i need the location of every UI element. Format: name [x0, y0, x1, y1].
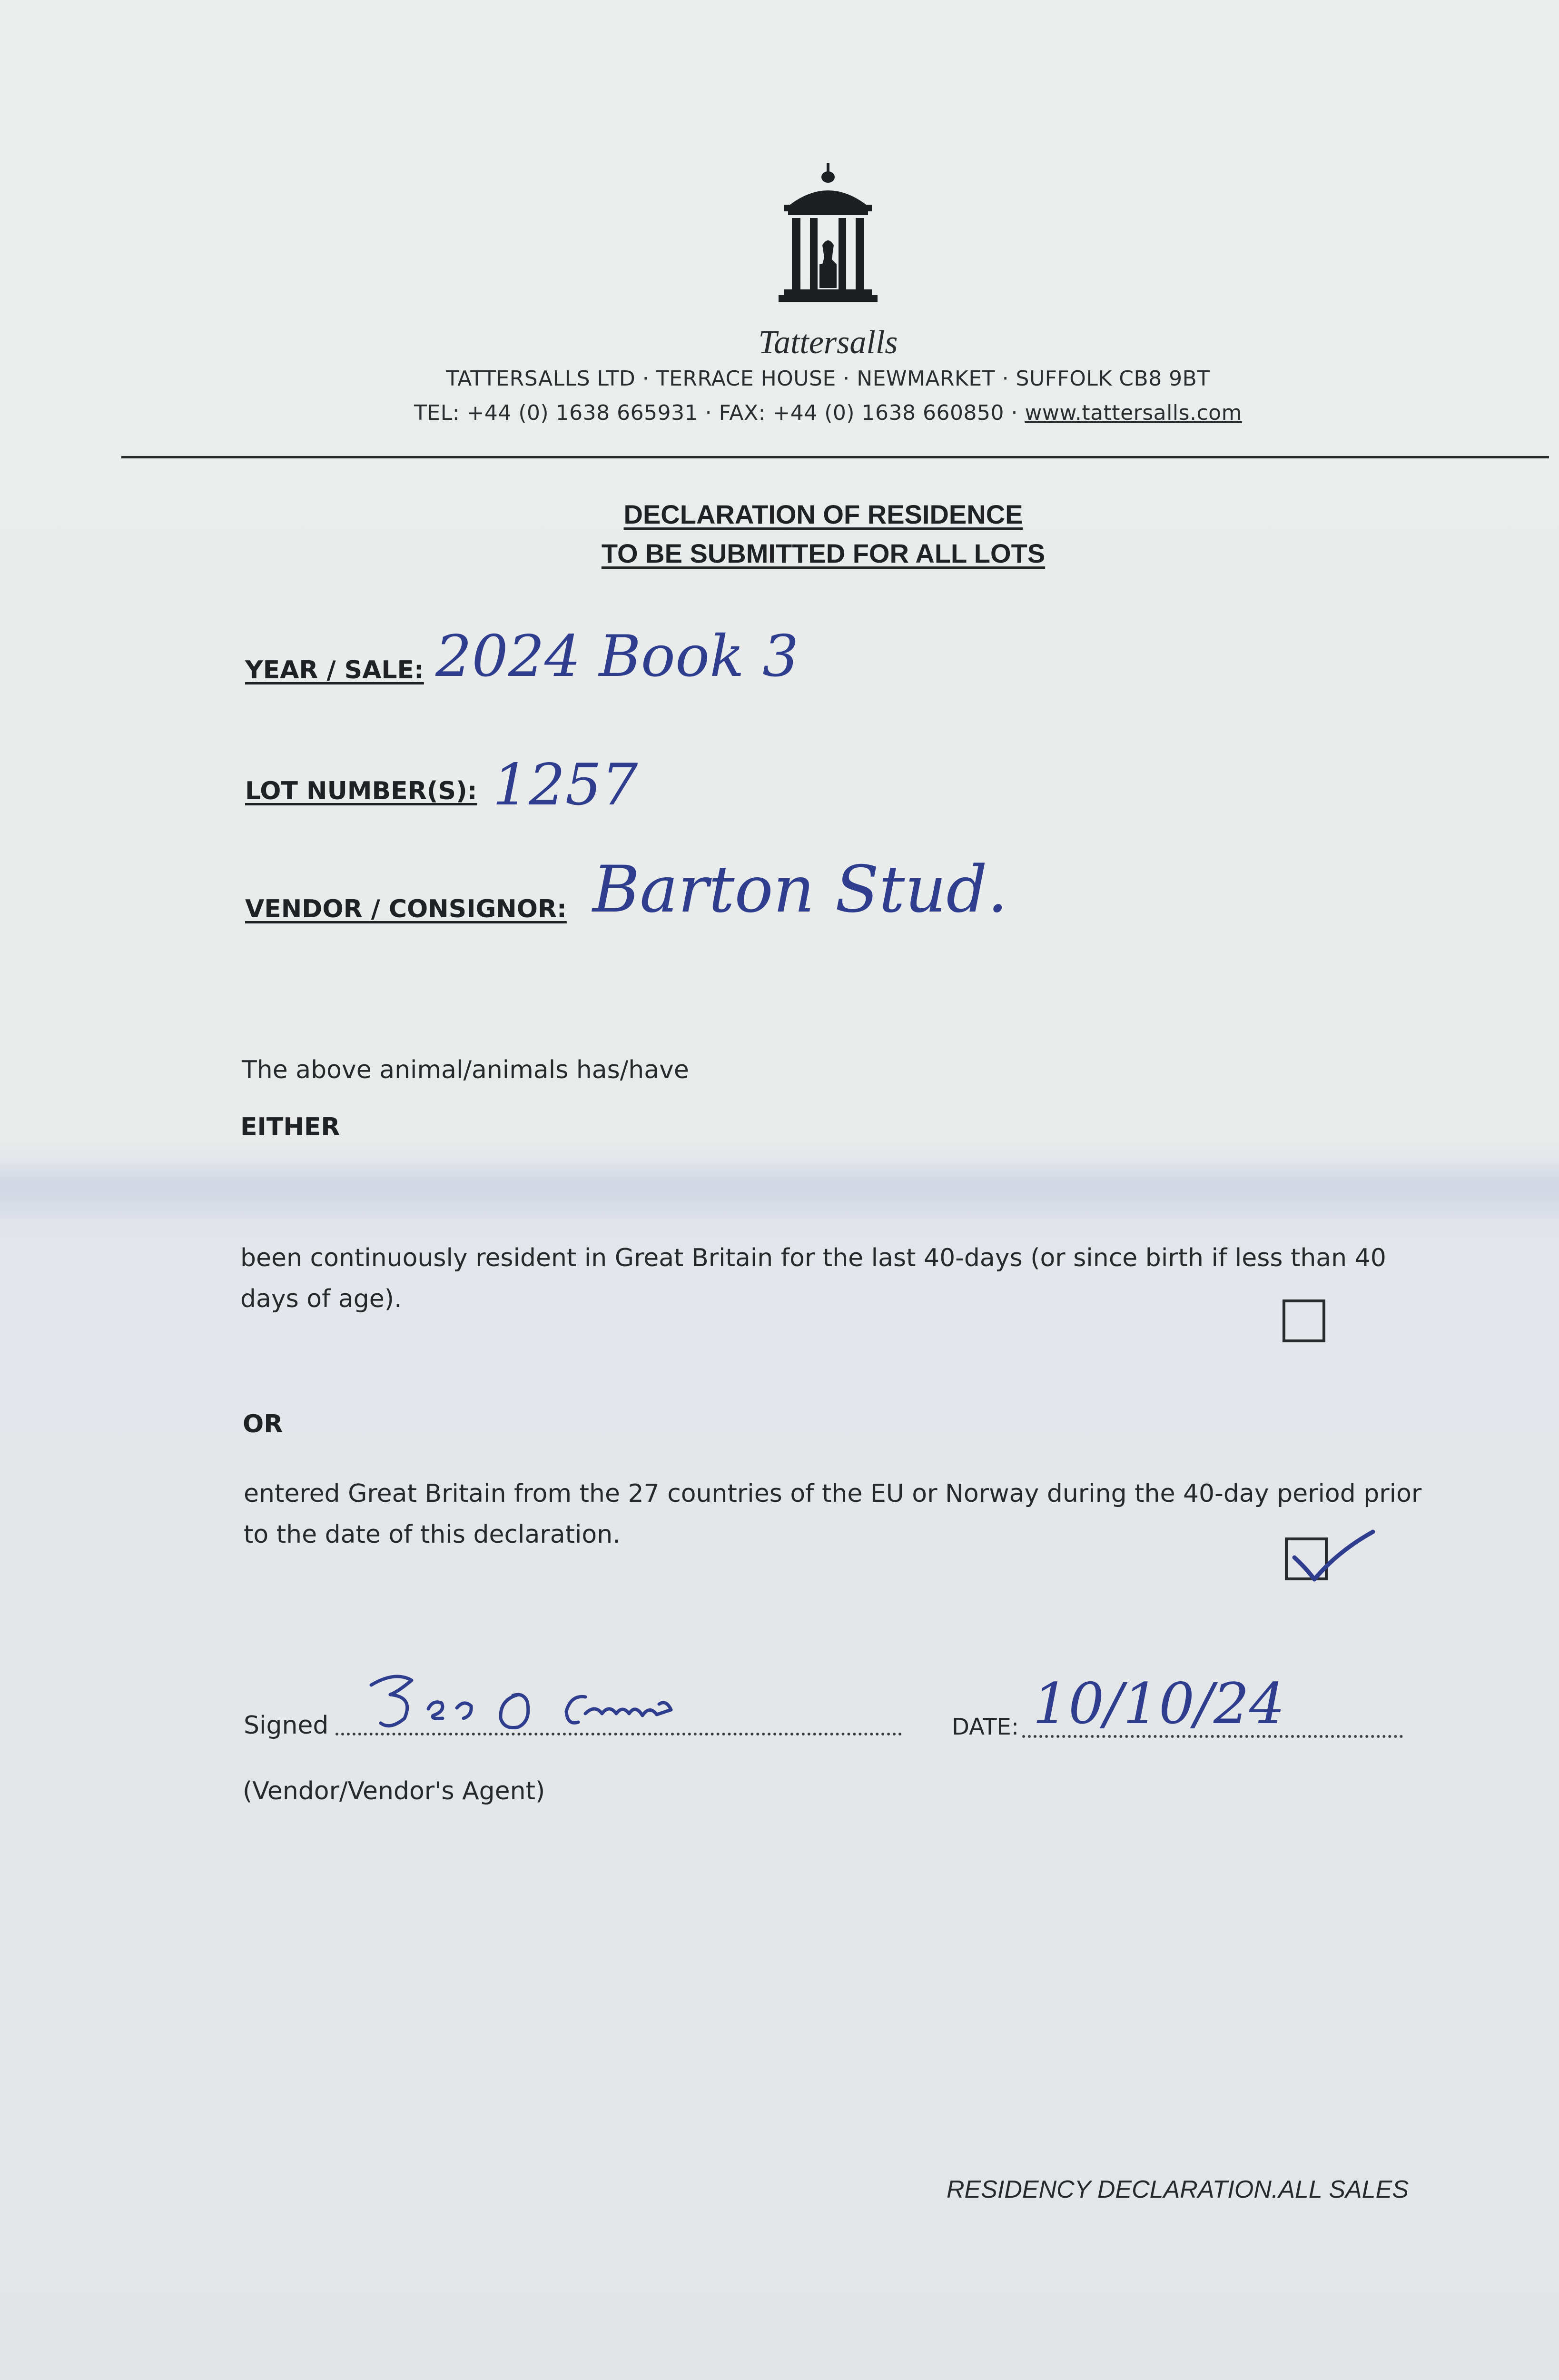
paper-fold: [0, 1161, 1559, 1219]
or-label: OR: [243, 1410, 283, 1438]
brand-name: Tattersalls: [758, 324, 898, 361]
checkmark-icon: [1280, 1523, 1380, 1590]
company-address: TATTERSALLS LTD · TERRACE HOUSE · NEWMARKET · SUFFOLK CB8 9BT: [446, 367, 1210, 391]
year-sale-value[interactable]: 2024 Book 3: [435, 624, 799, 690]
option-1-text: been continuously resident in Great Britain for the last 40-days (or since birth if less than 40 days of age).: [240, 1244, 1386, 1313]
year-sale-label: YEAR / SALE:: [245, 656, 424, 684]
either-label: EITHER: [240, 1113, 340, 1141]
signer-note: (Vendor/Vendor's Agent): [243, 1777, 545, 1805]
form-title: DECLARATION OF RESIDENCE: [623, 499, 1023, 529]
date-label: DATE:: [952, 1714, 1019, 1740]
option-1-checkbox[interactable]: [1283, 1299, 1325, 1342]
tattersalls-rotunda-logo: [761, 162, 895, 324]
vendor-label: VENDOR / CONSIGNOR:: [245, 895, 567, 923]
handwritten-signature[interactable]: [362, 1666, 761, 1747]
vendor-value[interactable]: Barton Stud.: [592, 852, 1008, 927]
phone-fax: TEL: +44 (0) 1638 665931 · FAX: +44 (0) 1638 660850 ·: [414, 401, 1025, 425]
website-link[interactable]: www.tattersalls.com: [1025, 401, 1242, 425]
signed-label: Signed: [244, 1711, 329, 1740]
header-divider: [121, 456, 1549, 458]
lot-numbers-value[interactable]: 1257: [493, 752, 638, 818]
option-2-text: entered Great Britain from the 27 countries of the EU or Norway during the 40-day period prior to the date of this declaration.: [244, 1479, 1422, 1549]
form-subtitle: TO BE SUBMITTED FOR ALL LOTS: [601, 538, 1046, 568]
company-contact: [305, 401, 1352, 425]
lot-numbers-label: LOT NUMBER(S):: [245, 777, 477, 805]
intro-text: The above animal/animals has/have: [242, 1056, 689, 1084]
form-code: RESIDENCY DECLARATION.ALL SALES: [946, 2176, 1409, 2203]
date-value[interactable]: 10/10/24: [1033, 1671, 1285, 1736]
